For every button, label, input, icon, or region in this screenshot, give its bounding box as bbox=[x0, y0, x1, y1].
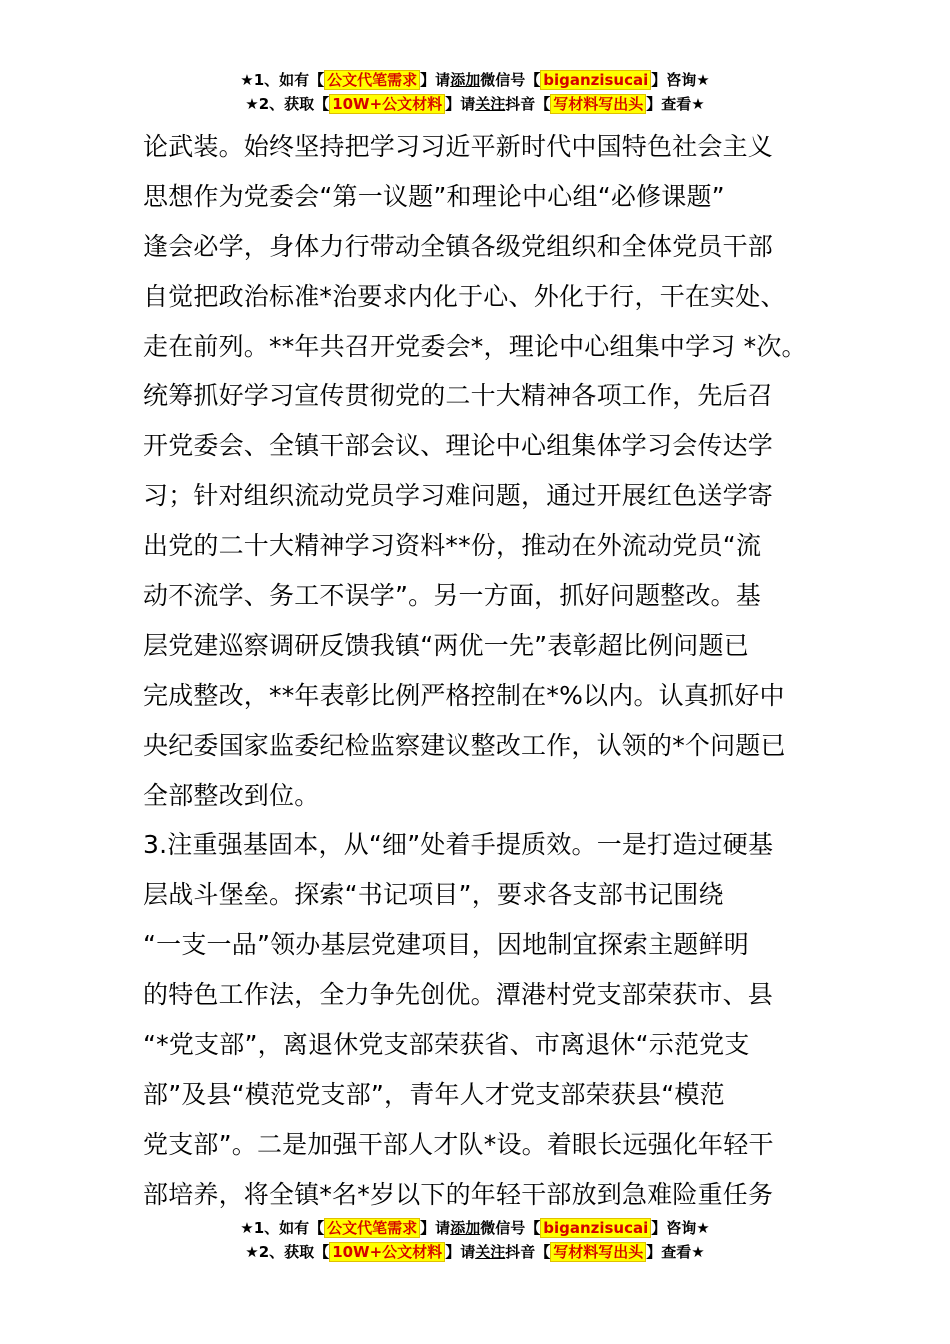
banner-text: 】请 bbox=[420, 1219, 451, 1237]
body-line: 部”及县“模范党支部”，青年人才党支部荣获县“模范 bbox=[143, 1079, 725, 1109]
banner-text: 】咨询★ bbox=[651, 71, 710, 89]
banner-text: 抖音【 bbox=[505, 1243, 551, 1261]
footer-banner bbox=[0, 1216, 950, 1264]
body-line: 层党建巡察调研反馈我镇“两优一先”表彰超比例问题已 bbox=[143, 630, 749, 660]
body-line: 的特色工作法，全力争先创优。潭港村党支部荣获市、县 bbox=[143, 980, 774, 1010]
body-line: 逢会必学，身体力行带动全镇各级党组织和全体党员干部 bbox=[143, 231, 774, 261]
banner-text: 】咨询★ bbox=[651, 1219, 710, 1237]
highlight-douyin: 写材料写出头 bbox=[550, 94, 646, 114]
header-banner bbox=[0, 68, 950, 116]
body-line: 统筹抓好学习宣传贯彻党的二十大精神各项工作，先后召 bbox=[143, 381, 774, 411]
body-line: 动不流学、务工不误学”。另一方面，抓好问题整改。基 bbox=[143, 581, 761, 611]
body-line: 出党的二十大精神学习资料**份，推动在外流动党员“流 bbox=[143, 531, 762, 561]
banner-text: 抖音【 bbox=[505, 95, 551, 113]
highlight-wechat-id: biganzisucai bbox=[540, 1218, 651, 1238]
banner-line-1 bbox=[0, 68, 950, 92]
body-line: 论武装。始终坚持把学习习近平新时代中国特色社会主义 bbox=[143, 132, 774, 161]
body-line: 全部整改到位。 bbox=[143, 780, 320, 810]
body-line: 走在前列。**年共召开党委会*，理论中心组集中学习 *次。 bbox=[143, 331, 807, 361]
banner-text: 】请 bbox=[445, 95, 476, 113]
body-line: 思想作为党委会“第一议题”和理论中心组“必修课题” bbox=[143, 181, 725, 211]
body-line: 完成整改，**年表彰比例严格控制在*%以内。认真抓好中 bbox=[143, 680, 785, 710]
body-line: 党支部”。二是加强干部人才队*设。着眼长远强化年轻干 bbox=[143, 1129, 774, 1159]
banner-text: ★1、如有【 bbox=[240, 71, 325, 89]
banner-line-2 bbox=[0, 92, 950, 116]
banner-text: 】请 bbox=[420, 71, 451, 89]
highlight-materials: 10W+公文材料 bbox=[329, 1242, 445, 1262]
banner-text: 微信号【 bbox=[480, 71, 541, 89]
body-line: 开党委会、全镇干部会议、理论中心组集体学习会传达学 bbox=[143, 431, 774, 461]
highlight-wechat-id: biganzisucai bbox=[540, 70, 651, 90]
body-line: 习；针对组织流动党员学习难问题，通过开展红色送学寄 bbox=[143, 481, 774, 511]
body-line: 央纪委国家监委纪检监察建议整改工作，认领的*个问题已 bbox=[143, 730, 786, 760]
banner-text: 】查看★ bbox=[646, 95, 705, 113]
body-line: “一支一品”领办基层党建项目，因地制宜探索主题鲜明 bbox=[143, 930, 749, 960]
banner-text: 】请 bbox=[445, 1243, 476, 1261]
banner-underlined: 关注 bbox=[475, 95, 506, 113]
highlight-service: 公文代笔需求 bbox=[324, 70, 420, 90]
banner-line-1 bbox=[0, 1216, 950, 1240]
body-line: 层战斗堡垒。探索“书记项目”，要求各支部书记围绕 bbox=[143, 880, 724, 910]
banner-line-2 bbox=[0, 1240, 950, 1264]
section-heading-line: 3.注重强基固本，从“细”处着手提质效。一是打造过硬基 bbox=[143, 830, 774, 860]
banner-underlined: 添加 bbox=[450, 1219, 481, 1237]
highlight-materials: 10W+公文材料 bbox=[329, 94, 445, 114]
highlight-douyin: 写材料写出头 bbox=[550, 1242, 646, 1262]
banner-underlined: 关注 bbox=[475, 1243, 506, 1261]
body-line: “*党支部”，离退休党支部荣获省、市离退休“示范党支 bbox=[143, 1030, 750, 1060]
body-line: 部培养，将全镇*名*岁以下的年轻干部放到急难险重任务 bbox=[143, 1179, 774, 1209]
banner-text: ★2、获取【 bbox=[245, 1243, 330, 1261]
banner-text: 微信号【 bbox=[480, 1219, 541, 1237]
body-line: 自觉把政治标准*治要求内化于心、外化于行，干在实处、 bbox=[143, 281, 786, 311]
banner-text: 】查看★ bbox=[646, 1243, 705, 1261]
banner-underlined: 添加 bbox=[450, 71, 481, 89]
banner-text: ★1、如有【 bbox=[240, 1219, 325, 1237]
banner-text: ★2、获取【 bbox=[245, 95, 330, 113]
document-body bbox=[143, 122, 823, 1220]
highlight-service: 公文代笔需求 bbox=[324, 1218, 420, 1238]
